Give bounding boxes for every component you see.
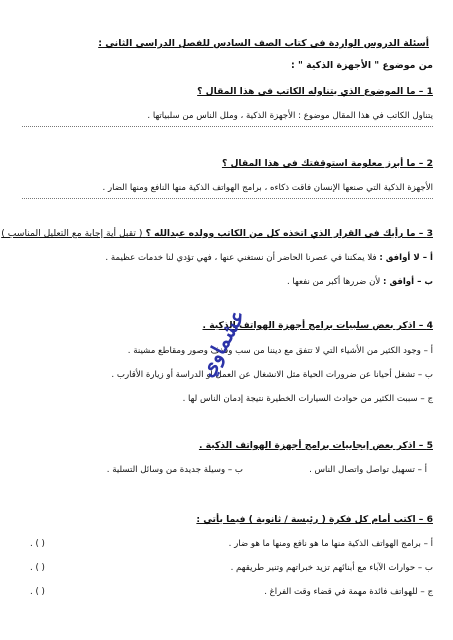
answer-line	[22, 198, 433, 199]
question-5: 5 – اذكر بعض إيجابيات برامج أجهزة الهواتف الذكية .	[198, 440, 433, 451]
answer-2: الأجهزة الذكية التي صنعها الإنسان فاقت ذكاءه ، برامج الهواتف الذكية منها النافع ومنها الضار .	[102, 183, 433, 193]
question-3-note: ( تقبل أية إجابة مع التعليل المناسب )	[1, 228, 143, 239]
answer-3b-label: ب – أوافق :	[383, 277, 433, 287]
answer-5b: ب – وسيلة جديدة من وسائل التسلية .	[106, 465, 243, 475]
answer-3b	[287, 276, 433, 288]
item-6c: ج – للهواتف فائدة مهمة في قضاء وقت الفراغ .	[264, 587, 433, 597]
question-1: 1 – ما الموضوع الذي يتناوله الكاتب في هذا المقال ؟	[197, 86, 433, 97]
question-6: 6 – اكتب أمام كل فكرة ( رئيسة / ثانوية ) فيما يأتي :	[196, 514, 433, 525]
question-2: 2 – ما أبرز معلومة استوقفتك في هذا المقال ؟	[221, 158, 433, 169]
answer-blank: ( ) .	[30, 587, 45, 597]
author-watermark: عشماوي	[194, 305, 250, 381]
topic-heading: من موضوع " الأجهزة الذكية " :	[291, 60, 433, 71]
answer-3a-label: أ – لا أوافق :	[379, 253, 433, 263]
answer-4c: ج – سببت الكثير من حوادث السيارات الخطيرة نتيجة إدمان الناس لها .	[182, 394, 433, 404]
page-title: أسئلة الدروس الواردة في كتاب الصف السادس للفصل الدراسي الثاني :	[98, 38, 429, 49]
question-3-text: 3 – ما رأيك في القرار الذي اتخذه كل من الكاتب وولده عبدالله ؟	[145, 228, 433, 239]
answer-3b-text: لأن ضررها أكبر من نفعها .	[286, 277, 381, 287]
answer-blank: ( ) .	[30, 539, 45, 549]
answer-4b: ب – تشغل أحيانا عن ضرورات الحياة مثل الانشغال عن العمل أو الدراسة أو زيارة الأقارب .	[111, 370, 433, 380]
answer-blank: ( ) .	[30, 563, 45, 573]
question-4: 4 – اذكر بعض سلبيات برامج أجهزة الهواتف الذكية .	[202, 320, 433, 331]
answer-4a: أ – وجود الكثير من الأشياء التي لا تتفق مع ديننا من سب وقذف وصور ومقاطع مشينة .	[127, 346, 433, 356]
answer-3a-text: فلا يمكننا في عصرنا الحاضر أن نستغني عنها ، فهي تؤدي لنا خدمات عظيمة .	[105, 253, 377, 263]
question-3	[1, 228, 433, 240]
item-6a: أ – برامج الهواتف الذكية منها ما هو نافع ومنها ما هو ضار .	[228, 539, 433, 549]
answer-5a: أ – تسهيل تواصل واتصال الناس .	[309, 465, 427, 475]
answer-line	[22, 126, 433, 127]
item-6b: ب – حوارات الآباء مع أبنائهم تزيد خبراتهم وتنير طريقهم .	[230, 563, 433, 573]
answer-3a	[105, 252, 433, 264]
answer-1: يتناول الكاتب في هذا المقال موضوع : الأجهزة الذكية ، وملل الناس من سلبياتها .	[147, 111, 433, 121]
